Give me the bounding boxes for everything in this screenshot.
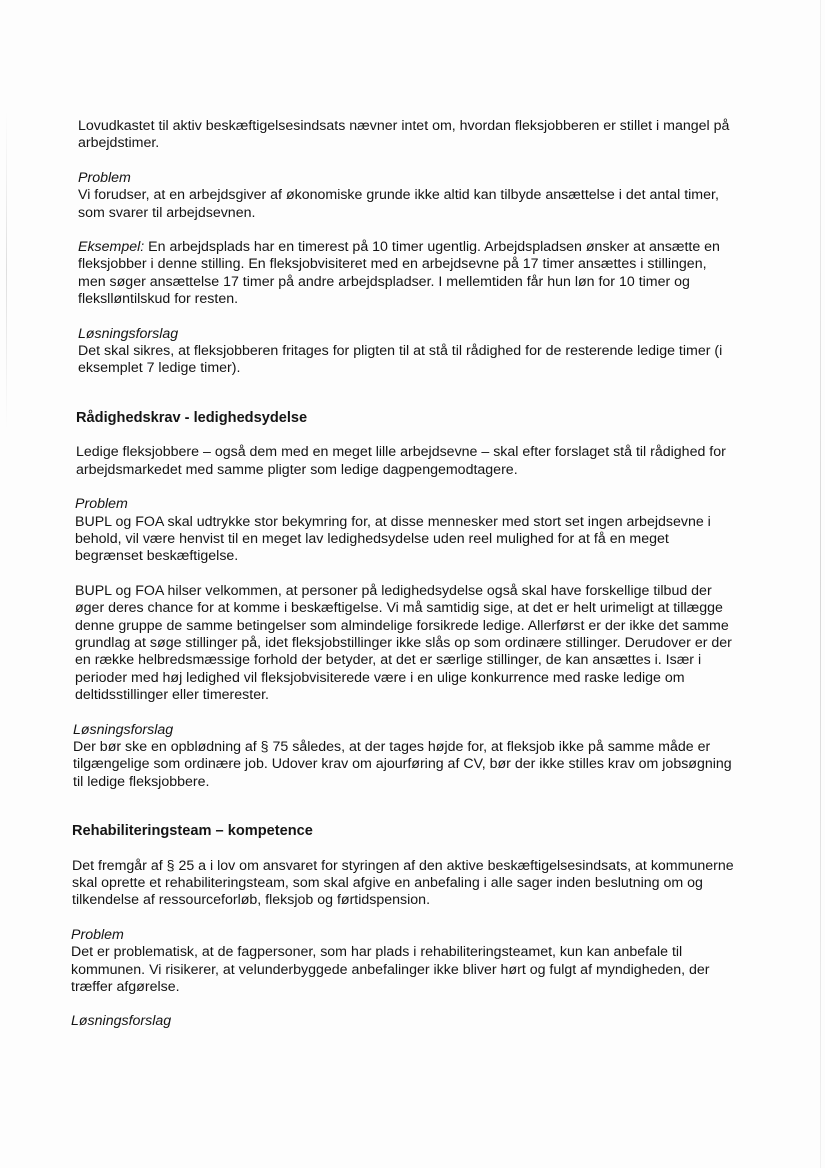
solution-label-2: Løsningsforslag <box>73 721 174 738</box>
problem-paragraph-1: Vi forudser, at en arbejdsgiver af økonomiske grunde ikke altid kan tilbyde ansættelse i det antal timer, som svarer til arbejdsevnen. <box>78 187 719 221</box>
scan-edge-right <box>820 0 821 1168</box>
scan-edge-left <box>6 110 7 430</box>
problem-paragraph-3: Det er problematisk, at de fagpersoner, som har plads i rehabiliteringsteamet, kun kan anbefale til kommunen. Vi risikerer, at velunderbyggede anbefalinger ikke bliver hørt og fulgt af myndigheden, der træffer afgørelse. <box>71 944 710 996</box>
section-heading-radighedskrav: Rådighedskrav - ledighedsydelse <box>76 409 308 426</box>
problem-label-2: Problem <box>75 496 128 513</box>
solution-paragraph-2: Der bør ske en opblødning af § 75 således, at der tages højde for, at fleksjob ikke på samme måde er tilgængelige som ordinære job. Udover krav om ajourføring af CV, bør der ikke stilles krav om jobsøgning til ledige fleksjobbere. <box>73 738 732 790</box>
intro-paragraph: Lovudkastet til aktiv beskæftigelsesindsats nævner intet om, hvordan fleksjobberen er stillet i mangel på arbejdstimer. <box>78 118 730 152</box>
problem-paragraph-2: BUPL og FOA skal udtrykke stor bekymring for, at disse mennesker med stort set ingen arbejdsevne i behold, vil være henvist til en meget lav ledighedsydelse uden reel mulighed for at få en meget begrænset beskæftigelse. <box>75 513 711 565</box>
section-heading-rehabiliteringsteam: Rehabiliteringsteam – kompetence <box>72 823 313 840</box>
example-text: En arbejdsplads har en timerest på 10 timer ugentlig. Arbejdspladsen ønsker at ansætte en fleksjobber i denne stilling. En fleksjobvisiteret med en arbejdsevne på 17 timer ansættes i stillingen, men søger ansættelse 17 timer på andre arbejdspladser. I mellemtiden får hun løn for 10 timer og flekslløntilskud for resten. <box>78 239 720 308</box>
section3-intro-paragraph: Det fremgår af § 25 a i lov om ansvaret for styringen af den aktive beskæftigelsesindsats, at kommunerne skal oprette et rehabiliteringsteam, som skal afgive en anbefaling i alle sager inden beslutning om og tilkendelse af ressourceforløb, fleksjob og førtidspension. <box>72 857 734 909</box>
problem-label-3: Problem <box>71 926 124 943</box>
problem-paragraph-2b: BUPL og FOA hilser velkommen, at personer på ledighedsydelse også skal have forskellige tilbud der øger deres chance for at komme i beskæftigelse. Vi må samtidig sige, at det er helt urimeligt at tillægge denne gruppe de samme betingelser som almindelige forsikrede ledige. Allerførst er der ikke det samme grundlag at søge stillinger på, idet fleksjobstillinger ikke slås op som ordinære stillinger. Derudover er der en række helbredsmæssige forhold der betyder, at det er særlige stillinger, de kan ansættes i. Især i perioder med høj ledighed vil fleksjobvisiterede være i en ulige konkurrence med raske ledige om deltidsstillinger eller timerester. <box>75 582 732 704</box>
example-paragraph <box>78 239 738 309</box>
solution-label-3: Løsningsforslag <box>71 1013 172 1030</box>
document-body <box>71 118 738 1031</box>
solution-label-1: Løsningsforslag <box>78 325 179 342</box>
problem-label-1: Problem <box>78 169 131 186</box>
solution-paragraph-1: Det skal sikres, at fleksjobberen fritages for pligten til at stå til rådighed for de resterende ledige timer (i eksemplet 7 ledige timer). <box>78 343 723 377</box>
example-label: Eksempel: <box>78 239 145 256</box>
section2-intro-paragraph: Ledige fleksjobbere – også dem med en meget lille arbejdsevne – skal efter forslaget stå til rådighed for arbejdsmarkedet med samme pligter som ledige dagpengemodtagere. <box>76 444 726 478</box>
